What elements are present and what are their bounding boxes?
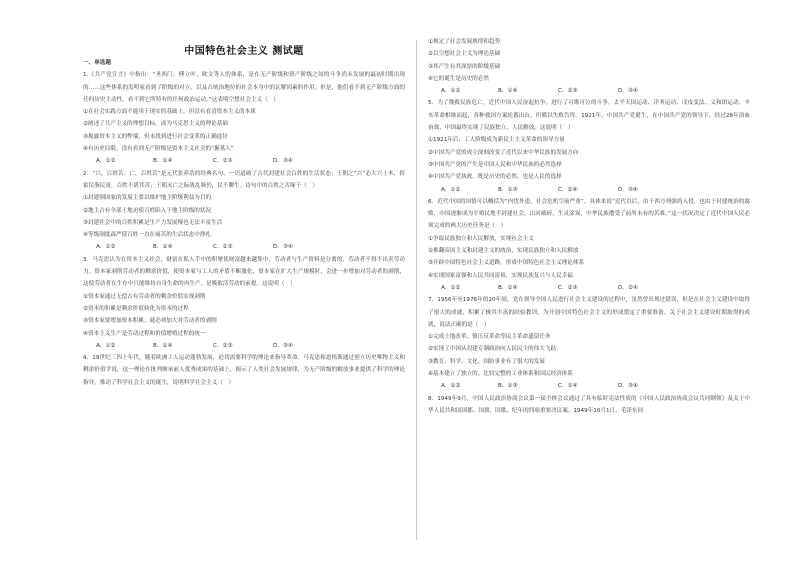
choice-c[interactable]: C．②③	[213, 158, 233, 165]
choice-c[interactable]: C．②③	[558, 284, 578, 291]
statement-option: ①封建制国家的发展主要以维护地主阶级利益为目的	[83, 195, 212, 202]
choice-a[interactable]: A．①②	[441, 186, 461, 193]
choice-d[interactable]: D．③④	[273, 244, 293, 251]
page-title: 中国特色社会主义 测试题	[184, 46, 304, 57]
question-stem: 8．1949年9月，中国人民政治协商会议第一届全体会议通过了具有临时宪法性质的《中国人民政治协商会议共同纲领》及关于中华人民共和国国都、国旗、国歌、纪年的四项重要决议案。1949年10月1日，毛泽东同	[428, 395, 750, 414]
question-5	[428, 97, 750, 195]
choice-c[interactable]: C．②④	[558, 186, 578, 193]
left-column	[83, 57, 405, 389]
statement-option: ②实现了中国从封建专制政治向人民民主的伟大飞跃	[428, 346, 557, 353]
answer-choices	[428, 184, 750, 196]
question-stem: 1.《共产党宣言》中指出：“圣西门、傅立叶、欧文等人的体系，是在无产阶级和资产阶级之间的斗争尚未发展的最初时期出现的……这些体系的发明家看到了阶级的对立，以及占统治地位的社会本身中的瓦解因素的作用。但是，他们看不到无产阶级方面的任何历史主动性，看不到它所特有的任何政治运动。”这表明空想社会主义（ ）	[83, 72, 405, 103]
question-stem: 3．马克思认为在资本主义社会，财富在私人手中的积聚使财富越来越集中，劳动者与生产资料是分离的，劳动者不得不出卖劳动力。资本家剥削劳动者的剩余价值，使资本家与工人的矛盾不断激化，资本家在扩大生产规模时，会进一步增加对劳动者的剥削，这使劳动者在生存中只能维持自身生命的再生产，是吸取活劳动的前提。这说明（ ）	[83, 256, 405, 288]
statement-option: ①完成土地改革、镇压反革命等民主革命遗留任务	[428, 334, 551, 341]
answer-choices	[428, 380, 750, 392]
question-stem: 4．19世纪三四十年代，随着欧洲工人运动蓬勃发展，迫切需要科学的理论来指导革命。马克思和恩格斯通过创立历史唯物主义和剩余价值学说，这一理论在批判继承前人优秀成果的基础上，揭示了人类社会发展规律，为无产阶级的解放事业提供了科学的理论指导，推动了科学社会主义的诞生，说明科学社会主义（ ）	[83, 355, 405, 386]
statement-option: ②资本的积累是剩余价值转化为资本的过程	[83, 305, 189, 312]
choice-d[interactable]: D．③④	[273, 342, 293, 349]
statement-option: ④有历史局限，没有看到无产阶级是资本主义社会的“掘墓人”	[83, 146, 234, 153]
statement-option: ②阐述了共产主义的理想目标，成为马克思主义的理论基础	[83, 121, 228, 128]
question-4-continued	[428, 36, 750, 97]
choice-b[interactable]: B．①③	[498, 383, 518, 390]
question-4	[83, 352, 405, 389]
question-8	[428, 393, 750, 418]
right-column	[428, 36, 750, 417]
choice-a[interactable]: A．①②	[441, 88, 461, 95]
question-stem: 7．1956年至1976年的20年间，党在领导全国人民进行社会主义建设的过程中，虽然曾出现过错误，但是在社会主义建设中取得了很大的成就，积累了极其丰富的经验教训，为开创中国特色社会主义的形成奠定了重要准备。关于社会主义建设时期取得的成就，说法正确的是（ ）	[428, 297, 750, 328]
choice-b[interactable]: B．①③	[498, 186, 518, 193]
choice-c[interactable]: C．②④	[558, 383, 578, 390]
choice-b[interactable]: B．①④	[153, 244, 173, 251]
choice-d[interactable]: D．③④	[618, 186, 638, 193]
statement-option: ③教育、科学、文化、国防事业有了很大的发展	[428, 358, 545, 365]
statement-option: ③资本家要增加资本积累，就必须加大对劳动者的剥削	[83, 318, 217, 325]
choice-c[interactable]: C．②③	[558, 88, 578, 95]
choice-a[interactable]: A．①②	[96, 342, 116, 349]
statement-option: ④它的诞生是历史的必然	[428, 75, 489, 82]
statement-option: ③封建社会中的百姓积累是生产力发展慢也无法丰富生活	[83, 219, 223, 226]
statement-option: ④等级制度森严使百姓一直在痛苦的生活状态中挣扎	[83, 232, 212, 239]
statement-option: ③揭露资本主义的弊端，但未找到进行社会变革的正确途径	[83, 133, 228, 140]
choice-b[interactable]: B．①④	[153, 342, 173, 349]
statement-option: ③中国共产党的产生是中国人民和中华民族的必然选择	[428, 161, 562, 168]
question-6	[428, 196, 750, 294]
answer-choices	[83, 340, 405, 352]
statement-option: ②推翻帝国主义和封建主义的统治，实现民族独立和人民解放	[428, 248, 579, 255]
choice-d[interactable]: D．③④	[273, 158, 293, 165]
answer-choices	[428, 85, 750, 97]
statement-option: ①资本家通过无偿占有劳动者的剩余价值实现剥削	[83, 293, 206, 300]
statement-option: ①1921年后，工人阶级成为新民主主义革命的领导力量	[428, 137, 565, 144]
statement-option: ④基本建立了独立的、比较完整的工业体系和国民经济体系	[428, 371, 573, 378]
choice-b[interactable]: B．①④	[153, 158, 173, 165]
choice-d[interactable]: D．②④	[618, 284, 638, 291]
question-stem: 2．“兴，百姓苦；亡，百姓苦”是元代张养浩的经典名句，一语道破了古代封建社会百姓的生活状态；王朝之“兴”必大兴土木，挥霍民脂民膏，百姓不堪其苦；王朝灭亡之际战乱频仍，民不聊生。诗句中的百姓之苦缘于（ ）	[83, 170, 405, 189]
choice-b[interactable]: B．①④	[498, 88, 518, 95]
answer-choices	[83, 155, 405, 167]
statement-option: ④资本主义生产是劳动过程和价值增殖过程的统一	[83, 330, 206, 337]
choice-d[interactable]: D．③④	[618, 88, 638, 95]
question-2	[83, 168, 405, 254]
question-stem: 5．为了挽救民族危亡，近代中国人民奋起抗争，进行了可歌可泣的斗争。太平天国运动、洋务运动、戊戌变法、义和团运动、辛亥革命相继而起，各种救国方案轮番出台，但都以失败告终。1921年，中国共产党诞生，在中国共产党的领导下，经过28年浴血奋战，中国最终实现了民族独立、人民解放。这说明（ ）	[428, 100, 750, 132]
question-stem: 6．近代中国的国情可以概括为“内忧外患，社会危机空前严重”。具体来说“近代以后，由于西方列强的入侵，也由于封建统治的腐败，中国逐渐成为半殖民地半封建社会，山河破碎，生灵涂炭，中华民族遭受了前所未有的苦难。”这一状况决定了近代中国人民必须完成的两大历史任务是（ ）	[428, 198, 750, 230]
choice-c[interactable]: C．②③	[213, 244, 233, 251]
question-1	[83, 69, 405, 167]
choice-c[interactable]: C．②③	[213, 342, 233, 349]
statement-option: ③其产生有其深厚的阶级基础	[428, 63, 501, 70]
answer-choices	[428, 282, 750, 294]
section-heading: 一、单选题	[83, 60, 111, 66]
column-divider	[416, 40, 417, 540]
statement-option: ④中国共产党执政，既是历史的必然，也是人民的选择	[428, 174, 562, 181]
statement-option: ③开辟中国特色社会主义道路，形成中国特色社会主义理论体系	[428, 260, 585, 267]
statement-option: ②地主占有全部土地迫使百姓陷入于地主阶级的状况	[83, 207, 212, 214]
statement-option: ④实现国家富强和人民共同富裕，实现民族复兴与人民幸福	[428, 272, 573, 279]
choice-d[interactable]: D．③④	[618, 383, 638, 390]
question-3	[83, 254, 405, 352]
statement-option: ①规定了社会发展规律和趋势	[428, 39, 501, 45]
choice-a[interactable]: A．①②	[441, 284, 461, 291]
statement-option: ②以空想社会主义为理论基础	[428, 51, 501, 58]
statement-option: ①争取民族独立和人民解放，实现社会主义	[428, 235, 534, 242]
choice-a[interactable]: A．①②	[96, 158, 116, 165]
choice-a[interactable]: A．①②	[441, 383, 461, 390]
question-7	[428, 294, 750, 392]
choice-a[interactable]: A．①②	[96, 244, 116, 251]
choice-b[interactable]: B．①④	[498, 284, 518, 291]
statement-option: ②中国共产党的成立深刻改变了近代以来中华民族的发展方向	[428, 149, 579, 156]
statement-option: ①在社会实践方面不能用于现实的基础上，但没有看清资本主义的本质	[83, 109, 256, 116]
answer-choices	[83, 241, 405, 253]
